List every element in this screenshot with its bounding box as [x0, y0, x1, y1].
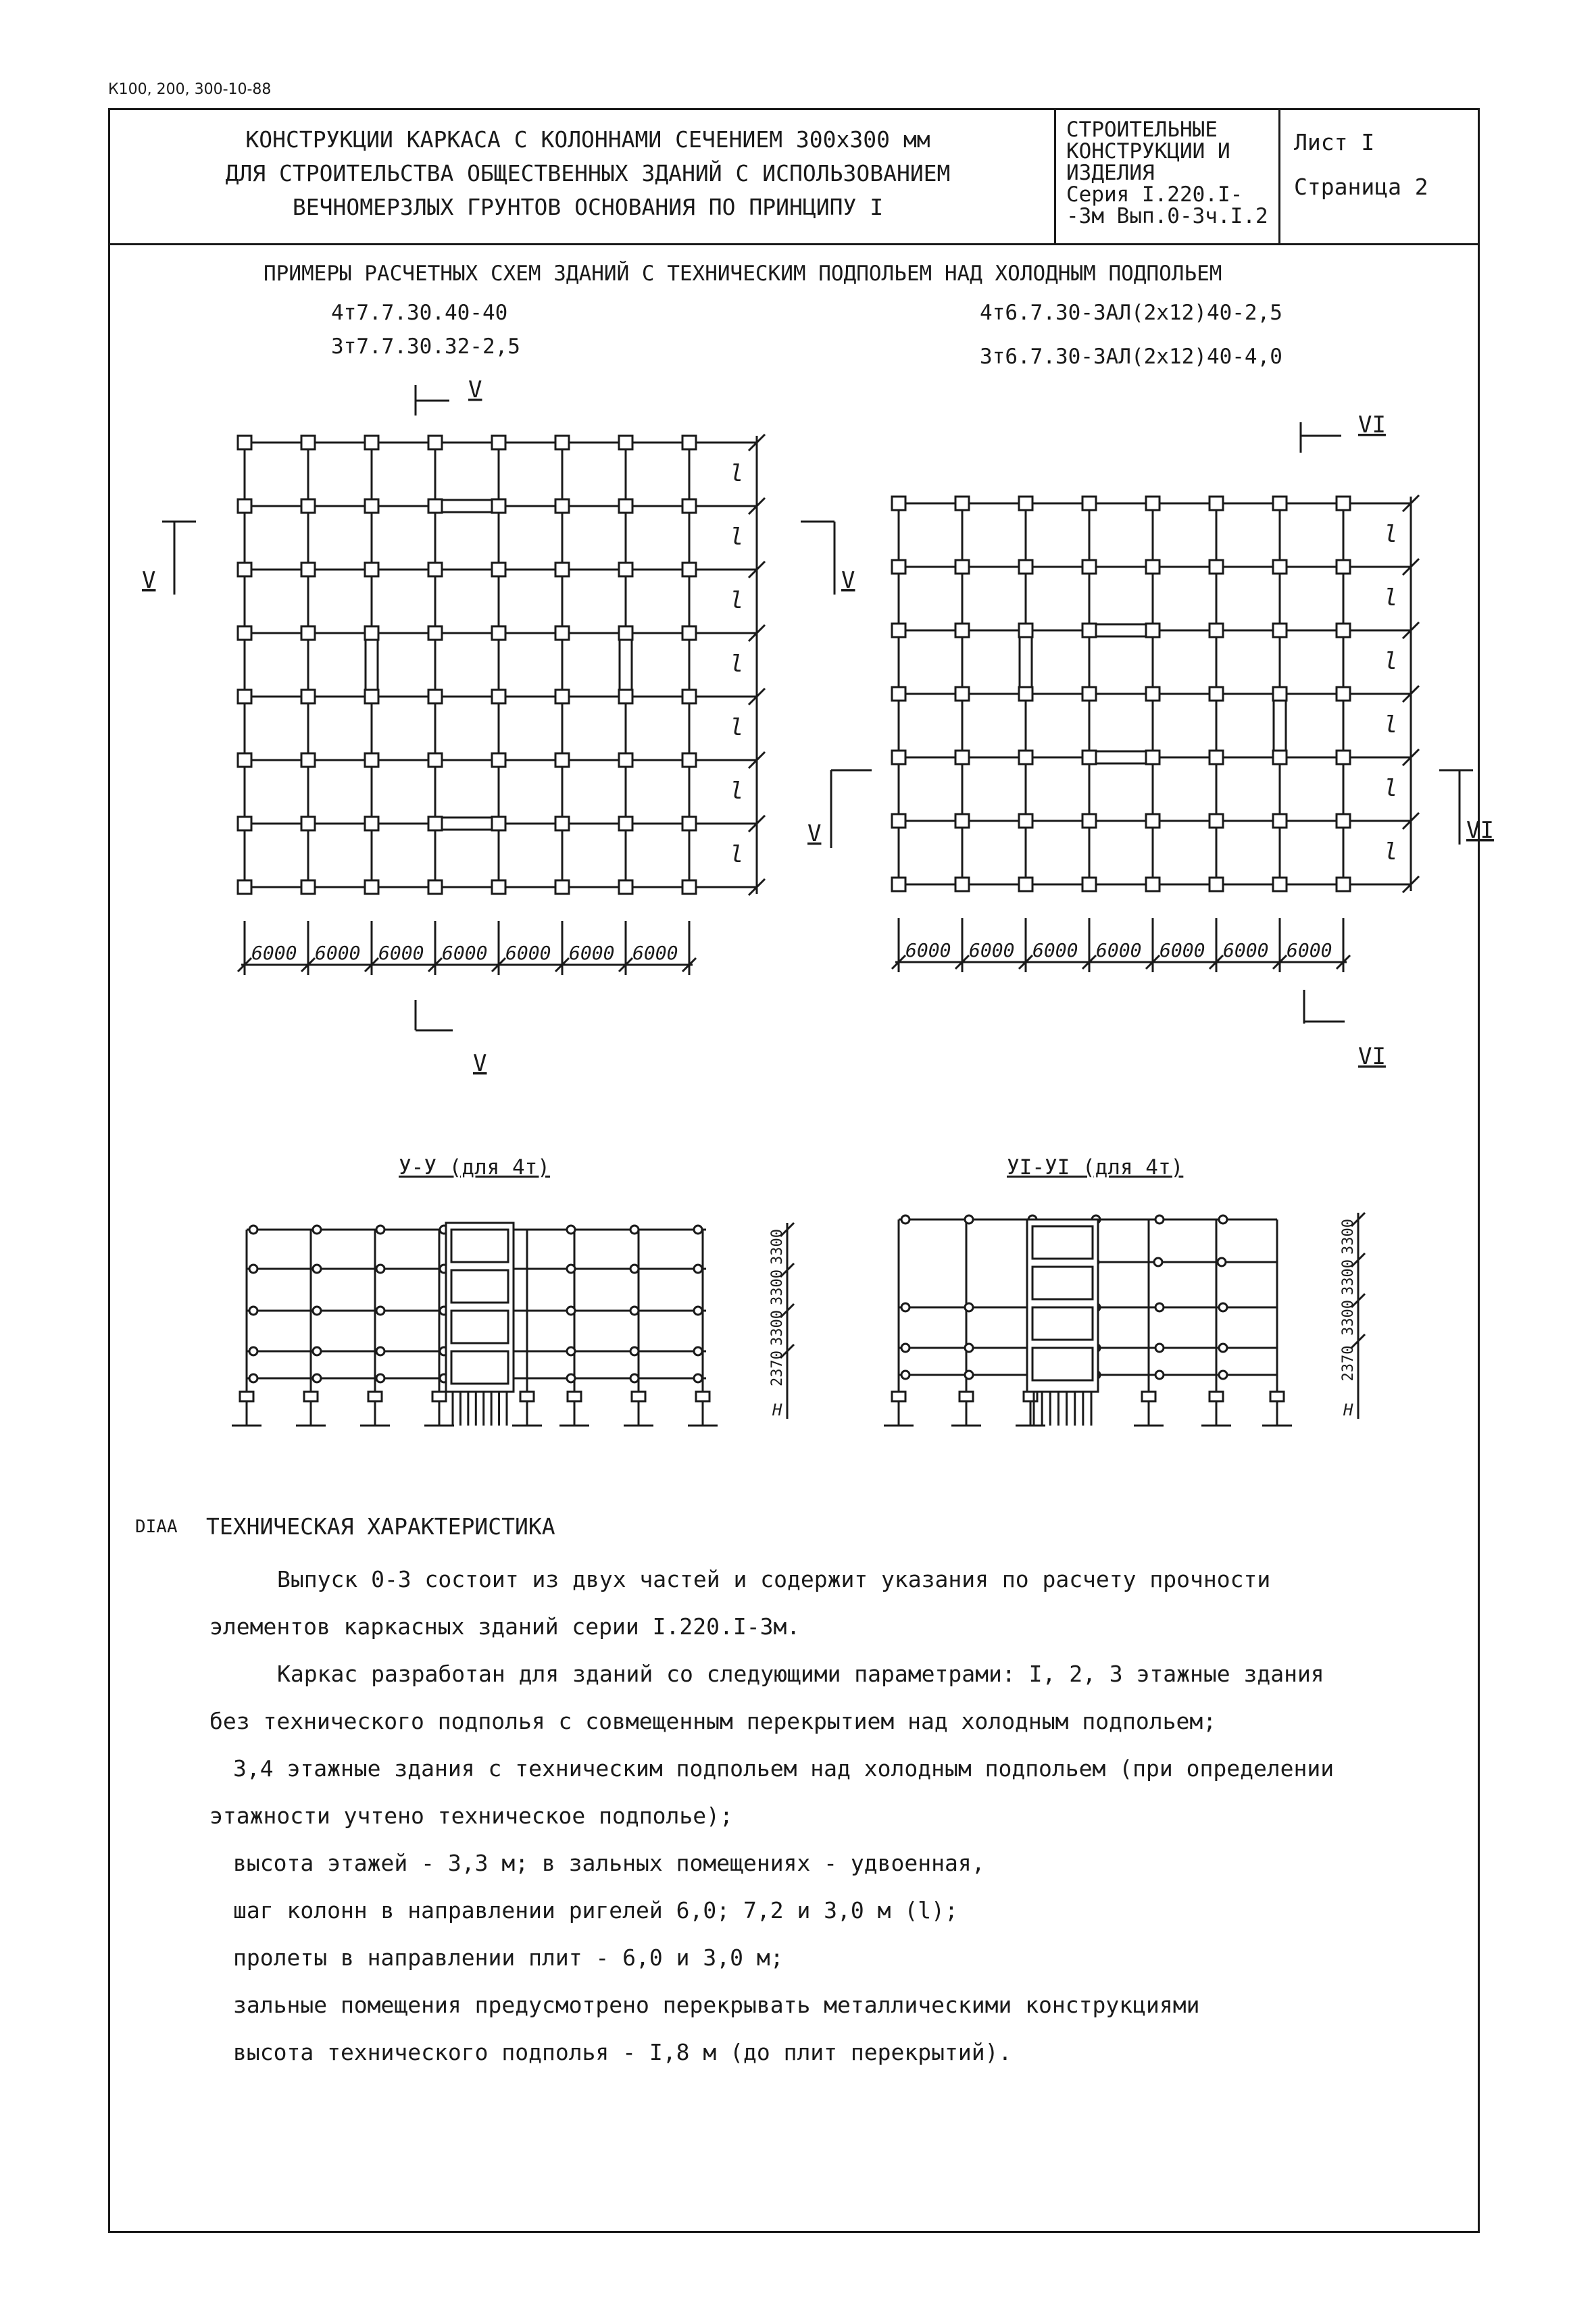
plan-right	[892, 495, 1419, 972]
column-node	[1210, 814, 1223, 828]
column-node	[1210, 560, 1223, 574]
tech-tag: DIAA	[135, 1517, 178, 1537]
column-footing	[240, 1392, 253, 1401]
beam-hinge	[901, 1344, 909, 1352]
column-node	[955, 560, 969, 574]
span-dimension: 6000	[442, 942, 488, 964]
series-line: КОНСТРУКЦИИ И	[1066, 139, 1230, 164]
beam-hinge	[965, 1215, 973, 1224]
tech-line: без технического подполья с совмещенным перекрытием над холодным подпольем;	[209, 1708, 1217, 1734]
beam-hinge	[1155, 1303, 1164, 1311]
double-beam	[442, 500, 492, 512]
column-node	[365, 690, 378, 703]
beam-hinge	[1218, 1258, 1226, 1266]
right-mark-1: 4т6.7.30-3АЛ(2х12)40-2,5	[980, 301, 1282, 325]
beam-hinge	[567, 1226, 575, 1234]
span-label: l	[730, 778, 744, 805]
title-line: ДЛЯ СТРОИТЕЛЬСТВА ОБЩЕСТВЕННЫХ ЗДАНИЙ С ИСПОЛЬЗОВАНИЕМ	[225, 160, 951, 186]
span-label: l	[1384, 521, 1398, 548]
span-label: l	[730, 714, 744, 741]
column-node	[955, 814, 969, 828]
column-node	[1273, 687, 1287, 701]
section-v-title: У-У (для 4т)	[399, 1155, 550, 1180]
level-dimension: 2370	[1340, 1345, 1357, 1382]
column-node	[682, 817, 696, 830]
column-node	[428, 817, 442, 830]
column-node	[492, 563, 505, 576]
column-node	[1210, 751, 1223, 764]
column-node	[1146, 878, 1159, 891]
span-dimension: 6000	[1223, 939, 1269, 961]
column-node	[301, 436, 315, 449]
column-node	[301, 753, 315, 767]
column-node	[619, 880, 632, 894]
column-node	[892, 751, 905, 764]
beam-hinge	[249, 1307, 257, 1315]
column-node	[1337, 814, 1350, 828]
column-node	[1082, 814, 1096, 828]
height-label: H	[772, 1401, 782, 1419]
double-beam	[366, 640, 378, 690]
column-node	[365, 563, 378, 576]
beam-hinge	[249, 1374, 257, 1382]
column-node	[555, 880, 569, 894]
span-dimension: 6000	[505, 942, 551, 964]
level-dimension: 2370	[769, 1351, 786, 1386]
tech-line: высота этажей - 3,3 м; в зальных помещениях - удвоенная,	[233, 1850, 985, 1876]
span-dimension: 6000	[315, 942, 361, 964]
beam-hinge	[249, 1265, 257, 1273]
column-node	[555, 753, 569, 767]
column-node	[682, 563, 696, 576]
left-mark-2: 3т7.7.30.32-2,5	[331, 334, 520, 359]
column-node	[1210, 624, 1223, 637]
core-cell	[451, 1230, 508, 1262]
column-node	[955, 497, 969, 510]
column-node	[301, 880, 315, 894]
level-dimension: 3300	[1340, 1300, 1357, 1336]
column-node	[955, 751, 969, 764]
column-node	[365, 436, 378, 449]
beam-hinge	[249, 1226, 257, 1234]
column-node	[892, 687, 905, 701]
column-node	[682, 753, 696, 767]
column-node	[1082, 687, 1096, 701]
level-dimension: 3300	[769, 1269, 786, 1305]
span-dimension: 6000	[1032, 939, 1078, 961]
span-dimension: 6000	[969, 939, 1015, 961]
column-node	[428, 436, 442, 449]
column-node	[892, 560, 905, 574]
column-node	[1082, 751, 1096, 764]
section-label: VI	[1466, 817, 1494, 844]
column-node	[1273, 497, 1287, 510]
column-node	[301, 817, 315, 830]
column-node	[1337, 687, 1350, 701]
double-beam	[442, 818, 492, 830]
tech-line: этажности учтено техническое подполье);	[209, 1803, 733, 1829]
column-node	[1273, 814, 1287, 828]
column-footing	[696, 1392, 709, 1401]
beam-hinge	[901, 1215, 909, 1224]
column-node	[1019, 814, 1032, 828]
column-node	[619, 626, 632, 640]
right-mark-2: 3т6.7.30-3АЛ(2х12)40-4,0	[980, 345, 1282, 369]
double-beam	[1096, 751, 1146, 763]
beam-hinge	[630, 1226, 639, 1234]
column-node	[428, 880, 442, 894]
column-node	[1337, 878, 1350, 891]
section-label: VI	[1358, 1043, 1386, 1070]
column-node	[1273, 560, 1287, 574]
column-node	[301, 690, 315, 703]
column-node	[555, 436, 569, 449]
column-footing	[1210, 1392, 1223, 1401]
beam-hinge	[313, 1226, 321, 1234]
core-cell	[451, 1351, 508, 1384]
column-node	[1019, 624, 1032, 637]
tech-line: пролеты в направлении плит - 6,0 и 3,0 м;	[233, 1944, 784, 1971]
column-node	[238, 817, 251, 830]
tech-line: зальные помещения предусмотрено перекрывать металлическими конструкциями	[233, 1992, 1200, 2018]
beam-hinge	[1155, 1215, 1164, 1224]
core-cell	[1032, 1267, 1093, 1299]
core-cell	[1032, 1307, 1093, 1340]
beam-hinge	[313, 1307, 321, 1315]
column-node	[492, 690, 505, 703]
column-node	[365, 626, 378, 640]
column-node	[238, 753, 251, 767]
column-node	[1337, 751, 1350, 764]
section-label: V	[142, 567, 156, 594]
column-node	[1019, 751, 1032, 764]
beam-hinge	[694, 1265, 702, 1273]
series-line: СТРОИТЕЛЬНЫЕ	[1066, 118, 1218, 142]
column-node	[428, 690, 442, 703]
column-footing	[304, 1392, 318, 1401]
tech-line: шаг колонн в направлении ригелей 6,0; 7,2 и 3,0 м (l);	[233, 1897, 958, 1923]
beam-hinge	[630, 1347, 639, 1355]
column-footing	[632, 1392, 645, 1401]
column-node	[492, 753, 505, 767]
column-footing	[892, 1392, 905, 1401]
page-number: Страница 2	[1294, 174, 1428, 200]
double-beam	[620, 640, 632, 690]
section-cut-markers	[142, 376, 1494, 1077]
beam-hinge	[376, 1307, 384, 1315]
column-node	[1146, 624, 1159, 637]
column-node	[619, 817, 632, 830]
column-node	[428, 626, 442, 640]
column-node	[555, 499, 569, 513]
column-node	[955, 624, 969, 637]
column-node	[555, 690, 569, 703]
column-node	[1273, 751, 1287, 764]
beam-hinge	[1155, 1344, 1164, 1352]
beam-hinge	[694, 1226, 702, 1234]
beam-hinge	[313, 1265, 321, 1273]
column-node	[1146, 751, 1159, 764]
core-cell	[451, 1311, 508, 1343]
column-node	[682, 499, 696, 513]
beam-hinge	[567, 1265, 575, 1273]
column-node	[1082, 624, 1096, 637]
document-stamp: К100, 200, 300-10-88	[108, 81, 272, 98]
beam-hinge	[1219, 1371, 1227, 1379]
column-node	[492, 880, 505, 894]
beam-hinge	[567, 1307, 575, 1315]
span-dimension: 6000	[632, 942, 678, 964]
span-dimension: 6000	[1096, 939, 1142, 961]
column-node	[428, 499, 442, 513]
beam-hinge	[376, 1347, 384, 1355]
beam-hinge	[313, 1374, 321, 1382]
column-node	[682, 626, 696, 640]
level-dimension: 3300	[769, 1229, 786, 1265]
beam-hinge	[376, 1226, 384, 1234]
core-cell	[451, 1270, 508, 1303]
column-footing	[432, 1392, 446, 1401]
section-vi-title: УI-УI (для 4т)	[1007, 1155, 1184, 1180]
double-beam	[1020, 637, 1032, 687]
span-dimension: 6000	[378, 942, 424, 964]
column-node	[238, 690, 251, 703]
column-node	[955, 878, 969, 891]
column-node	[1019, 878, 1032, 891]
double-beam	[1274, 701, 1286, 751]
tech-line: высота технического подполья - I,8 м (до плит перекрытий).	[233, 2039, 1012, 2065]
column-footing	[1270, 1392, 1284, 1401]
level-dimension: 3300	[1340, 1219, 1357, 1255]
span-label: l	[1384, 648, 1398, 675]
core-cell	[1032, 1226, 1093, 1259]
column-node	[892, 624, 905, 637]
column-node	[1337, 624, 1350, 637]
column-node	[1210, 687, 1223, 701]
beam-hinge	[901, 1303, 909, 1311]
span-label: l	[1384, 775, 1398, 802]
column-node	[238, 499, 251, 513]
column-node	[492, 499, 505, 513]
left-mark-1: 4т7.7.30.40-40	[331, 301, 508, 325]
column-node	[1019, 687, 1032, 701]
beam-hinge	[965, 1371, 973, 1379]
column-node	[892, 814, 905, 828]
beam-hinge	[567, 1347, 575, 1355]
column-footing	[568, 1392, 581, 1401]
beam-hinge	[376, 1374, 384, 1382]
series-line: -3м Вып.0-3ч.I.2	[1066, 204, 1268, 228]
beam-hinge	[965, 1344, 973, 1352]
column-node	[1273, 878, 1287, 891]
beam-hinge	[1155, 1371, 1164, 1379]
beam-hinge	[1154, 1258, 1162, 1266]
column-node	[492, 626, 505, 640]
span-label: l	[1384, 584, 1398, 611]
beam-hinge	[694, 1347, 702, 1355]
column-node	[555, 626, 569, 640]
column-footing	[368, 1392, 382, 1401]
column-node	[1273, 624, 1287, 637]
column-node	[1146, 497, 1159, 510]
series-line: ИЗДЕЛИЯ	[1066, 161, 1155, 185]
tech-line: элементов каркасных зданий серии I.220.I-3м.	[209, 1613, 801, 1640]
column-node	[1082, 878, 1096, 891]
column-node	[1019, 560, 1032, 574]
beam-hinge	[630, 1374, 639, 1382]
column-node	[619, 499, 632, 513]
column-node	[1210, 878, 1223, 891]
column-node	[682, 880, 696, 894]
column-node	[1337, 497, 1350, 510]
column-node	[892, 878, 905, 891]
column-node	[428, 563, 442, 576]
column-node	[619, 436, 632, 449]
section-vi-elevation	[884, 1213, 1365, 1426]
column-footing	[959, 1392, 973, 1401]
column-node	[955, 687, 969, 701]
level-dimension: 3300	[769, 1310, 786, 1346]
span-label: l	[1384, 711, 1398, 738]
section-label: VI	[1358, 411, 1386, 438]
tech-line: Каркас разработан для зданий со следующими параметрами: I, 2, 3 этажные здания	[277, 1661, 1324, 1687]
column-node	[365, 499, 378, 513]
column-node	[1082, 497, 1096, 510]
span-label: l	[730, 587, 744, 614]
column-node	[301, 499, 315, 513]
plan-left	[238, 434, 765, 975]
column-node	[365, 753, 378, 767]
span-dimension: 6000	[569, 942, 615, 964]
beam-hinge	[567, 1374, 575, 1382]
diagram-heading: ПРИМЕРЫ РАСЧЕТНЫХ СХЕМ ЗДАНИЙ С ТЕХНИЧЕСКИМ ПОДПОЛЬЕМ НАД ХОЛОДНЫМ ПОДПОЛЬЕМ	[264, 261, 1222, 286]
span-label: l	[730, 460, 744, 487]
level-dimension: 3300	[1340, 1259, 1357, 1295]
column-node	[1146, 560, 1159, 574]
column-node	[619, 753, 632, 767]
column-node	[682, 436, 696, 449]
column-node	[238, 563, 251, 576]
span-label: l	[730, 524, 744, 551]
beam-hinge	[630, 1307, 639, 1315]
column-node	[1146, 814, 1159, 828]
section-label: V	[841, 567, 855, 594]
column-footing	[520, 1392, 534, 1401]
column-node	[619, 563, 632, 576]
tech-line: 3,4 этажные здания с техническим подпольем над холодным подпольем (при определении	[233, 1755, 1335, 1782]
column-node	[365, 880, 378, 894]
tech-title: ТЕХНИЧЕСКАЯ ХАРАКТЕРИСТИКА	[206, 1513, 555, 1540]
beam-hinge	[630, 1265, 639, 1273]
span-label: l	[1384, 838, 1398, 865]
column-node	[1146, 687, 1159, 701]
column-node	[492, 817, 505, 830]
column-node	[238, 626, 251, 640]
section-label: V	[807, 820, 822, 847]
column-node	[1019, 497, 1032, 510]
span-label: l	[730, 841, 744, 868]
section-label: V	[473, 1050, 487, 1077]
section-v-elevation	[232, 1223, 794, 1426]
core-cell	[1032, 1348, 1093, 1380]
column-node	[682, 690, 696, 703]
column-node	[555, 563, 569, 576]
column-node	[1082, 560, 1096, 574]
column-node	[555, 817, 569, 830]
column-node	[301, 563, 315, 576]
beam-hinge	[1219, 1344, 1227, 1352]
beam-hinge	[1219, 1215, 1227, 1224]
column-node	[428, 753, 442, 767]
title-line: ВЕЧНОМЕРЗЛЫХ ГРУНТОВ ОСНОВАНИЯ ПО ПРИНЦИПУ I	[292, 194, 884, 220]
beam-hinge	[1219, 1303, 1227, 1311]
span-dimension: 6000	[905, 939, 951, 961]
beam-hinge	[249, 1347, 257, 1355]
beam-hinge	[901, 1371, 909, 1379]
beam-hinge	[694, 1307, 702, 1315]
beam-hinge	[694, 1374, 702, 1382]
span-dimension: 6000	[1159, 939, 1205, 961]
span-dimension: 6000	[1287, 939, 1332, 961]
height-label: H	[1343, 1401, 1353, 1419]
column-node	[238, 436, 251, 449]
section-label: V	[468, 376, 482, 403]
column-node	[892, 497, 905, 510]
column-node	[1210, 497, 1223, 510]
double-beam	[1096, 624, 1146, 636]
beam-hinge	[313, 1347, 321, 1355]
column-footing	[1024, 1392, 1037, 1401]
series-line: Серия I.220.I-	[1066, 182, 1243, 207]
sheet-number: Лист I	[1294, 129, 1375, 155]
beam-hinge	[965, 1303, 973, 1311]
title-line: КОНСТРУКЦИИ КАРКАСА С КОЛОННАМИ СЕЧЕНИЕМ 300х300 мм	[245, 126, 930, 153]
span-dimension: 6000	[251, 942, 297, 964]
column-node	[619, 690, 632, 703]
column-node	[1337, 560, 1350, 574]
column-node	[301, 626, 315, 640]
beam-hinge	[376, 1265, 384, 1273]
span-label: l	[730, 651, 744, 678]
column-node	[365, 817, 378, 830]
column-node	[238, 880, 251, 894]
tech-line: Выпуск 0-3 состоит из двух частей и содержит указания по расчету прочности	[277, 1566, 1271, 1592]
column-node	[492, 436, 505, 449]
column-footing	[1142, 1392, 1155, 1401]
